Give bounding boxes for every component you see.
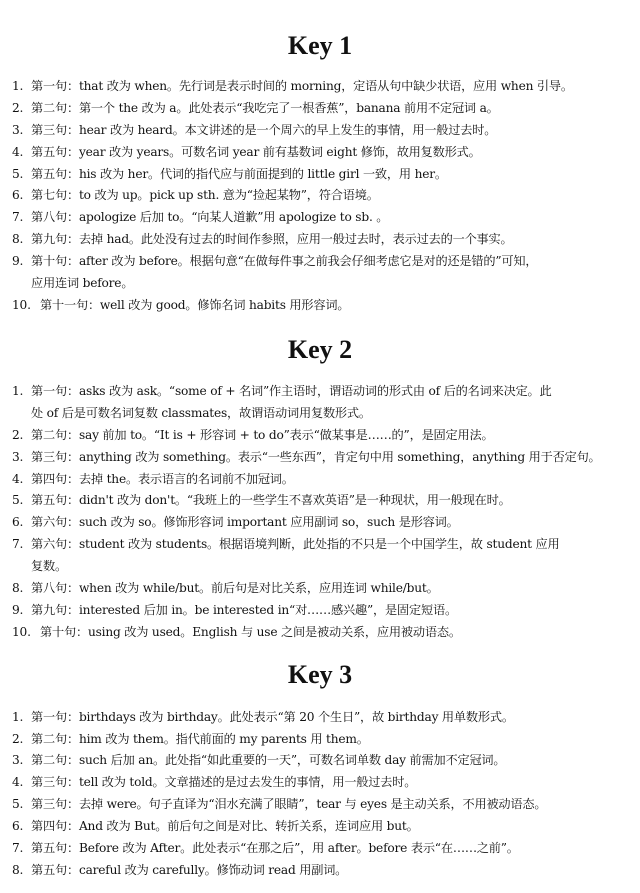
key-3-item-3: 3. 第二句：such 后加 an。此处指“如此重要的一天”，可数名词单数 day 前需加不定冠词。: [12, 753, 506, 767]
key-1-item-1: 1. 第一句：that 改为 when。先行词是表示时间的 morning，定语从句中缺少状语，应用 when 引导。: [12, 79, 573, 93]
key-2-item-9: 9. 第九句：interested 后加 in。be interested in“对……感兴趣”，是固定短语。: [12, 603, 457, 617]
key-2-item-6: 6. 第六句：such 改为 so。修饰形容词 important 应用副词 so，such 是形容词。: [12, 515, 459, 529]
key-2-item-4: 4. 第四句：去掉 the。表示语言的名词前不加冠词。: [12, 472, 294, 486]
key-3-item-1: 1. 第一句：birthdays 改为 birthday。此处表示“第 20 个生日”，故 birthday 用单数形式。: [12, 710, 514, 724]
key-3-item-7: 7. 第五句：Before 改为 After。此处表示“在那之后”，用 after。before 表示“在……之前”。: [12, 841, 519, 855]
key-3-item-2: 2. 第二句：him 改为 them。指代前面的 my parents 用 them。: [12, 732, 369, 746]
key-3-item-5: 5. 第三句：去掉 were。句子直译为“泪水充满了眼睛”，tear 与 eyes 是主动关系，不用被动语态。: [12, 797, 547, 811]
key-3-item-4: 4. 第三句：tell 改为 told。文章描述的是过去发生的事情，用一般过去时。: [12, 775, 417, 789]
key-1-item-9: 9. 第十句：after 改为 before。根据句意“在做每件事之前我会仔细考虑它是对的还是错的”可知， 应用连词 before。: [12, 254, 538, 290]
key-1-item-8: 8. 第九句：去掉 had。此处没有过去的时间作参照，应用一般过去时，表示过去的一个事实。: [12, 232, 513, 246]
key-1-item-6: 6. 第七句：to 改为 up。pick up sth. 意为“捡起某物”，符合语境。: [12, 188, 379, 202]
key-1-item-7: 7. 第八句：apologize 后加 to。“向某人道歉”用 apologize to sb. 。: [12, 210, 389, 224]
key-2-item-10: 10. 第十句：using 改为 used。English 与 use 之间是被动关系，应用被动语态。: [12, 625, 461, 639]
key-1-item-5: 5. 第五句：his 改为 her。代词的指代应与前面提到的 little girl 一致，用 her。: [12, 167, 447, 181]
key-3-title: Key 3: [287, 660, 353, 689]
key-1-title: Key 1: [287, 31, 353, 60]
key-1-item-3: 3. 第三句：hear 改为 heard。本文讲述的是一个周六的早上发生的事情，用一般过去时。: [12, 123, 497, 137]
key-2-item-8: 8. 第八句：when 改为 while/but。前后句是对比关系，应用连词 while/but。: [12, 581, 439, 595]
key-2-title: Key 2: [287, 335, 353, 364]
key-1-item-4: 4. 第五句：year 改为 years。可数名词 year 前有基数词 eight 修饰，故用复数形式。: [12, 145, 481, 159]
key-3-item-8: 8. 第五句：careful 改为 carefully。修饰动词 read 用副词。: [12, 863, 348, 877]
key-2-item-3: 3. 第三句：anything 改为 something。表示“一些东西”，肯定句中用 something，anything 用于否定句。: [12, 450, 601, 464]
key-2-item-7: 7. 第六句：student 改为 students。根据语境判断，此处指的不只是一个中国学生，故 student 应用 复数。: [12, 537, 560, 573]
key-1-item-10: 10. 第十一句：well 改为 good。修饰名词 habits 用形容词。: [12, 298, 350, 312]
key-2-item-2: 2. 第二句：say 前加 to。“It is + 形容词 + to do”表示“做某事是……的”，是固定用法。: [12, 428, 494, 442]
key-3-item-6: 6. 第四句：And 改为 But。前后句之间是对比、转折关系，连词应用 but。: [12, 819, 419, 833]
key-1-item-2: 2. 第二句：第一个 the 改为 a。此处表示“我吃完了一根香蕉”，banana 前用不定冠词 a。: [12, 101, 499, 115]
key-2-item-5: 5. 第五句：didn't 改为 don't。“我班上的一些学生不喜欢英语”是一种现状，用一般现在时。: [12, 493, 511, 507]
key-2-item-1: 1. 第一句：asks 改为 ask。“some of + 名词”作主语时，谓语动词的形式由 of 后的名词来决定。此 处 of 后是可数名词复数 classmates，故谓语动词用复数形式。: [12, 384, 552, 420]
